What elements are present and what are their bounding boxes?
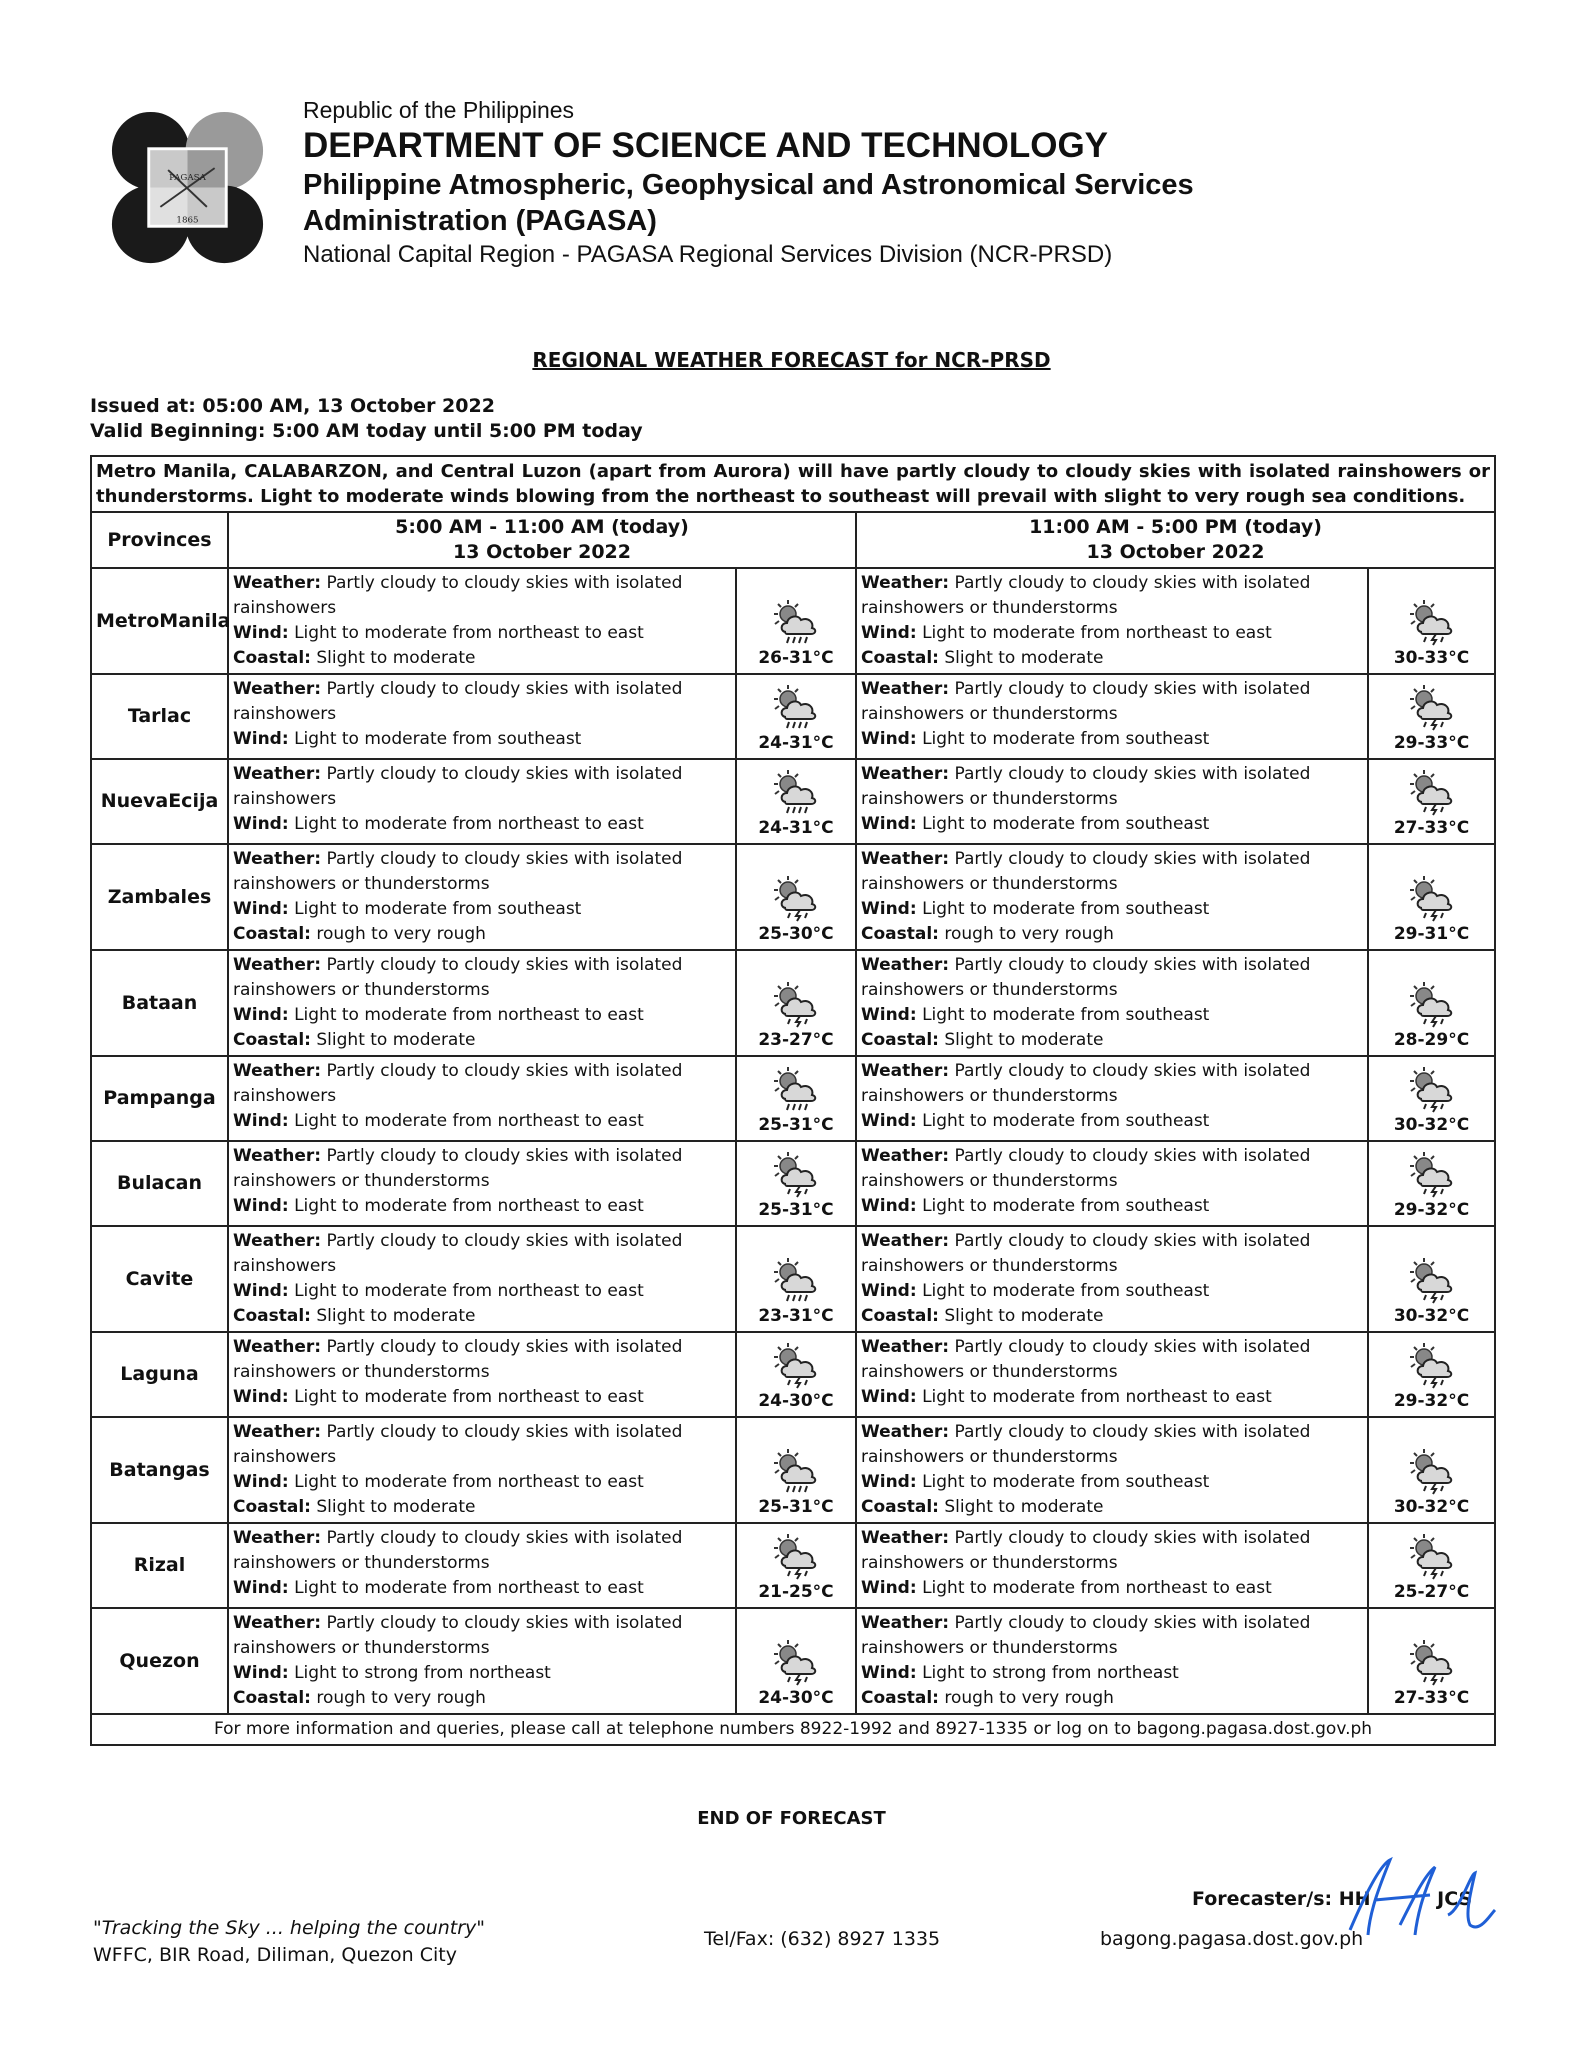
wind-text: Light to moderate from southeast	[294, 899, 582, 919]
weather-label: Weather:	[233, 573, 322, 593]
wind-text: Light to moderate from northeast to east	[294, 1281, 644, 1301]
temperature-range: 24-31°C	[758, 818, 834, 838]
weather-label: Weather:	[233, 1061, 322, 1081]
p2-forecast-cell	[856, 1523, 1368, 1608]
thunderstorm-cloud-sun-icon	[1406, 874, 1458, 922]
thunderstorm-cloud-sun-icon	[1406, 1638, 1458, 1686]
thunderstorm-cloud-sun-icon	[1406, 1341, 1458, 1389]
temperature-range: 25-31°C	[758, 1200, 834, 1220]
wind-label: Wind:	[861, 814, 917, 834]
valid-beginning: Valid Beginning: 5:00 AM today until 5:00 PM today	[90, 420, 643, 442]
province-name: Cavite	[91, 1226, 228, 1332]
weather-text: Partly cloudy to cloudy skies with isolated rainshowers or thunderstorms	[233, 1146, 683, 1191]
weather-text: Partly cloudy to cloudy skies with isolated rainshowers	[233, 764, 683, 809]
p2-icon-cell	[1368, 1608, 1495, 1714]
period1-header	[228, 512, 856, 568]
wind-text: Light to strong from northeast	[922, 1663, 1179, 1683]
table-row	[91, 1417, 1495, 1523]
p2-forecast-cell	[856, 1417, 1368, 1523]
wind-text: Light to moderate from southeast	[922, 1281, 1210, 1301]
p1-forecast-cell	[228, 1417, 736, 1523]
weather-label: Weather:	[861, 1061, 950, 1081]
temperature-range: 25-27°C	[1393, 1582, 1470, 1602]
wind-label: Wind:	[861, 729, 917, 749]
province-name: Bataan	[91, 950, 228, 1056]
temperature-range: 24-31°C	[758, 733, 834, 753]
p2-forecast-cell	[856, 1141, 1368, 1226]
province-name: Laguna	[91, 1332, 228, 1417]
weather-label: Weather:	[861, 573, 950, 593]
p2-forecast-cell	[856, 1332, 1368, 1417]
division-name: National Capital Region - PAGASA Regional Services Division (NCR-PRSD)	[303, 241, 1113, 268]
table-row	[91, 1608, 1495, 1714]
province-name: Batangas	[91, 1417, 228, 1523]
p2-icon-cell	[1368, 1141, 1495, 1226]
coastal-label: Coastal:	[233, 1030, 311, 1050]
wind-label: Wind:	[233, 1281, 289, 1301]
weather-label: Weather:	[861, 955, 950, 975]
wind-text: Light to strong from northeast	[294, 1663, 551, 1683]
coastal-text: rough to very rough	[944, 924, 1114, 944]
wind-label: Wind:	[861, 1387, 917, 1407]
logo-text: PAGASA	[169, 172, 206, 183]
p1-icon-cell	[736, 950, 856, 1056]
republic-line: Republic of the Philippines	[303, 97, 575, 123]
end-of-forecast: END OF FORECAST	[697, 1808, 886, 1829]
coastal-label: Coastal:	[233, 1688, 311, 1708]
p1-icon-cell	[736, 1141, 856, 1226]
province-name: MetroManila	[91, 568, 228, 674]
coastal-label: Coastal:	[861, 1030, 939, 1050]
thunderstorm-cloud-sun-icon	[1406, 1447, 1458, 1495]
contact-info: For more information and queries, please call at telephone numbers 8922-1992 and 8927-1335 or log on to bagong.pagasa.dost.gov.ph	[91, 1714, 1495, 1745]
weather-text: Partly cloudy to cloudy skies with isolated rainshowers or thunderstorms	[861, 1146, 1311, 1191]
weather-label: Weather:	[861, 1146, 950, 1166]
rain-cloud-sun-icon	[770, 1065, 822, 1113]
temperature-range: 30-32°C	[1393, 1115, 1470, 1135]
p1-forecast-cell	[228, 674, 736, 759]
coastal-label: Coastal:	[861, 924, 939, 944]
weather-text: Partly cloudy to cloudy skies with isolated rainshowers or thunderstorms	[861, 1231, 1311, 1276]
temperature-range: 26-31°C	[758, 648, 834, 668]
p1-icon-cell	[736, 1226, 856, 1332]
wind-label: Wind:	[233, 729, 289, 749]
coastal-label: Coastal:	[861, 1497, 939, 1517]
province-name: Pampanga	[91, 1056, 228, 1141]
wind-label: Wind:	[233, 1472, 289, 1492]
wind-text: Light to moderate from northeast to east	[294, 1005, 644, 1025]
weather-text: Partly cloudy to cloudy skies with isolated rainshowers or thunderstorms	[233, 955, 683, 1000]
telephone: Tel/Fax: (632) 8927 1335	[704, 1928, 941, 1950]
province-name: Quezon	[91, 1608, 228, 1714]
weather-text: Partly cloudy to cloudy skies with isolated rainshowers or thunderstorms	[861, 764, 1311, 809]
thunderstorm-cloud-sun-icon	[1406, 1150, 1458, 1198]
p2-icon-cell	[1368, 759, 1495, 844]
p1-forecast-cell	[228, 1332, 736, 1417]
p2-icon-cell	[1368, 1056, 1495, 1141]
rain-cloud-sun-icon	[770, 683, 822, 731]
table-row	[91, 950, 1495, 1056]
p1-forecast-cell	[228, 844, 736, 950]
p1-forecast-cell	[228, 1608, 736, 1714]
coastal-text: rough to very rough	[944, 1688, 1114, 1708]
temperature-range: 25-31°C	[758, 1115, 834, 1135]
wind-text: Light to moderate from northeast to east	[294, 1578, 644, 1598]
coastal-label: Coastal:	[861, 1688, 939, 1708]
wind-text: Light to moderate from southeast	[922, 1472, 1210, 1492]
wind-text: Light to moderate from southeast	[922, 1111, 1210, 1131]
weather-label: Weather:	[861, 679, 950, 699]
header-row	[91, 512, 1495, 568]
website: bagong.pagasa.dost.gov.ph	[1100, 1928, 1364, 1950]
province-name: Bulacan	[91, 1141, 228, 1226]
weather-text: Partly cloudy to cloudy skies with isolated rainshowers	[233, 573, 683, 618]
p2-icon-cell	[1368, 1523, 1495, 1608]
forecaster-initials-2: JCS	[1437, 1888, 1473, 1910]
wind-label: Wind:	[861, 1472, 917, 1492]
coastal-text: Slight to moderate	[944, 1306, 1104, 1326]
forecast-table	[90, 455, 1496, 1746]
weather-text: Partly cloudy to cloudy skies with isolated rainshowers or thunderstorms	[861, 1337, 1311, 1382]
temperature-range: 23-27°C	[758, 1030, 834, 1050]
wind-label: Wind:	[861, 1663, 917, 1683]
wind-label: Wind:	[233, 1387, 289, 1407]
weather-label: Weather:	[861, 1337, 950, 1357]
weather-text: Partly cloudy to cloudy skies with isolated rainshowers or thunderstorms	[233, 1528, 683, 1573]
p1-icon-cell	[736, 674, 856, 759]
table-row	[91, 674, 1495, 759]
temperature-range: 25-31°C	[758, 1497, 834, 1517]
p1-icon-cell	[736, 1056, 856, 1141]
temperature-range: 28-29°C	[1393, 1030, 1470, 1050]
weather-text: Partly cloudy to cloudy skies with isolated rainshowers	[233, 1061, 683, 1106]
period1-date: 13 October 2022	[453, 541, 631, 563]
coastal-text: Slight to moderate	[316, 648, 476, 668]
p2-forecast-cell	[856, 950, 1368, 1056]
coastal-text: Slight to moderate	[316, 1497, 476, 1517]
period2-header	[856, 512, 1495, 568]
p1-icon-cell	[736, 759, 856, 844]
wind-text: Light to moderate from northeast to east	[922, 623, 1272, 643]
weather-label: Weather:	[233, 679, 322, 699]
wind-label: Wind:	[861, 1005, 917, 1025]
temperature-range: 29-32°C	[1393, 1200, 1470, 1220]
weather-text: Partly cloudy to cloudy skies with isolated rainshowers or thunderstorms	[861, 1422, 1311, 1467]
temperature-range: 24-30°C	[758, 1391, 834, 1411]
wind-label: Wind:	[233, 899, 289, 919]
wind-text: Light to moderate from southeast	[922, 1196, 1210, 1216]
thunderstorm-cloud-sun-icon	[1406, 980, 1458, 1028]
temperature-range: 30-32°C	[1393, 1497, 1470, 1517]
p2-icon-cell	[1368, 568, 1495, 674]
p2-forecast-cell	[856, 1608, 1368, 1714]
p2-icon-cell	[1368, 1332, 1495, 1417]
table-row	[91, 1523, 1495, 1608]
wind-text: Light to moderate from northeast to east	[294, 1111, 644, 1131]
temperature-range: 29-32°C	[1393, 1391, 1470, 1411]
p2-forecast-cell	[856, 844, 1368, 950]
weather-label: Weather:	[861, 1528, 950, 1548]
thunderstorm-cloud-sun-icon	[770, 980, 822, 1028]
coastal-label: Coastal:	[861, 648, 939, 668]
wind-text: Light to moderate from northeast to east	[922, 1578, 1272, 1598]
temperature-range: 30-33°C	[1393, 648, 1470, 668]
p2-icon-cell	[1368, 1226, 1495, 1332]
coastal-label: Coastal:	[233, 1306, 311, 1326]
wind-text: Light to moderate from northeast to east	[294, 623, 644, 643]
wind-text: Light to moderate from northeast to east	[294, 1472, 644, 1492]
weather-text: Partly cloudy to cloudy skies with isolated rainshowers or thunderstorms	[861, 1528, 1311, 1573]
p1-icon-cell	[736, 1332, 856, 1417]
weather-label: Weather:	[233, 955, 322, 975]
p2-icon-cell	[1368, 674, 1495, 759]
wind-text: Light to moderate from southeast	[294, 729, 582, 749]
p2-forecast-cell	[856, 1226, 1368, 1332]
summary-row	[91, 456, 1495, 512]
logo-year: 1865	[176, 215, 199, 226]
table-row	[91, 759, 1495, 844]
p1-icon-cell	[736, 844, 856, 950]
table-row	[91, 1141, 1495, 1226]
temperature-range: 25-30°C	[758, 924, 834, 944]
weather-label: Weather:	[861, 1613, 950, 1633]
thunderstorm-cloud-sun-icon	[770, 1341, 822, 1389]
wind-text: Light to moderate from northeast to east	[922, 1387, 1272, 1407]
coastal-label: Coastal:	[233, 924, 311, 944]
coastal-text: Slight to moderate	[316, 1306, 476, 1326]
wind-label: Wind:	[861, 1196, 917, 1216]
wind-label: Wind:	[861, 899, 917, 919]
wind-label: Wind:	[233, 1578, 289, 1598]
thunderstorm-cloud-sun-icon	[1406, 1532, 1458, 1580]
table-footer-row	[91, 1714, 1495, 1745]
coastal-text: Slight to moderate	[944, 1030, 1104, 1050]
weather-label: Weather:	[861, 1422, 950, 1442]
wind-label: Wind:	[233, 1111, 289, 1131]
forecasters-label: Forecaster/s:	[1192, 1888, 1333, 1910]
p2-forecast-cell	[856, 568, 1368, 674]
temperature-range: 27-33°C	[1393, 1688, 1470, 1708]
p1-forecast-cell	[228, 950, 736, 1056]
weather-text: Partly cloudy to cloudy skies with isolated rainshowers or thunderstorms	[233, 849, 683, 894]
weather-label: Weather:	[233, 1146, 322, 1166]
p1-icon-cell	[736, 1608, 856, 1714]
rain-cloud-sun-icon	[770, 598, 822, 646]
p1-forecast-cell	[228, 1523, 736, 1608]
period2-date: 13 October 2022	[1086, 541, 1265, 563]
p1-icon-cell	[736, 1417, 856, 1523]
coastal-text: rough to very rough	[316, 924, 486, 944]
thunderstorm-cloud-sun-icon	[1406, 598, 1458, 646]
weather-label: Weather:	[861, 764, 950, 784]
footer-motto-block	[93, 1915, 485, 1969]
wind-text: Light to moderate from northeast to east	[294, 814, 644, 834]
table-row	[91, 844, 1495, 950]
p1-forecast-cell	[228, 568, 736, 674]
wind-label: Wind:	[233, 814, 289, 834]
wind-label: Wind:	[861, 1578, 917, 1598]
weather-label: Weather:	[233, 849, 322, 869]
province-name: NuevaEcija	[91, 759, 228, 844]
weather-label: Weather:	[233, 1528, 322, 1548]
wind-label: Wind:	[861, 1111, 917, 1131]
thunderstorm-cloud-sun-icon	[770, 1638, 822, 1686]
weather-text: Partly cloudy to cloudy skies with isolated rainshowers	[233, 1231, 683, 1276]
coastal-text: Slight to moderate	[944, 648, 1104, 668]
weather-label: Weather:	[233, 764, 322, 784]
p2-forecast-cell	[856, 674, 1368, 759]
p2-icon-cell	[1368, 1417, 1495, 1523]
period2-time: 11:00 AM - 5:00 PM (today)	[1029, 516, 1322, 538]
weather-text: Partly cloudy to cloudy skies with isolated rainshowers or thunderstorms	[233, 1337, 683, 1382]
coastal-label: Coastal:	[233, 648, 311, 668]
p2-icon-cell	[1368, 844, 1495, 950]
wind-label: Wind:	[861, 623, 917, 643]
weather-label: Weather:	[233, 1337, 322, 1357]
p2-forecast-cell	[856, 1056, 1368, 1141]
coastal-text: Slight to moderate	[316, 1030, 476, 1050]
thunderstorm-cloud-sun-icon	[1406, 1065, 1458, 1113]
wind-text: Light to moderate from southeast	[922, 1005, 1210, 1025]
weather-label: Weather:	[233, 1231, 322, 1251]
weather-text: Partly cloudy to cloudy skies with isolated rainshowers	[233, 1422, 683, 1467]
rain-cloud-sun-icon	[770, 1256, 822, 1304]
temperature-range: 21-25°C	[758, 1582, 834, 1602]
weather-label: Weather:	[861, 1231, 950, 1251]
wind-label: Wind:	[233, 1196, 289, 1216]
wind-text: Light to moderate from northeast to east	[294, 1196, 644, 1216]
p1-forecast-cell	[228, 1226, 736, 1332]
provinces-header: Provinces	[91, 512, 228, 568]
temperature-range: 29-33°C	[1393, 733, 1470, 753]
table-row	[91, 1332, 1495, 1417]
weather-text: Partly cloudy to cloudy skies with isolated rainshowers or thunderstorms	[861, 679, 1311, 724]
coastal-text: Slight to moderate	[944, 1497, 1104, 1517]
table-row	[91, 1056, 1495, 1141]
wind-label: Wind:	[233, 623, 289, 643]
wind-label: Wind:	[861, 1281, 917, 1301]
pagasa-logo	[110, 110, 265, 265]
p1-forecast-cell	[228, 1056, 736, 1141]
forecast-summary: Metro Manila, CALABARZON, and Central Luzon (apart from Aurora) will have partly cloudy to cloudy skies with isolated rainshowers or thunderstorms. Light to moderate winds blowing from the northeast to southeast will prevail with slight to very rough sea conditions.	[91, 456, 1495, 512]
weather-text: Partly cloudy to cloudy skies with isolated rainshowers or thunderstorms	[861, 573, 1311, 618]
table-row	[91, 1226, 1495, 1332]
p1-forecast-cell	[228, 759, 736, 844]
p2-icon-cell	[1368, 950, 1495, 1056]
thunderstorm-cloud-sun-icon	[1406, 683, 1458, 731]
wind-text: Light to moderate from southeast	[922, 899, 1210, 919]
weather-label: Weather:	[861, 849, 950, 869]
forecaster-initials: HH	[1338, 1888, 1371, 1910]
weather-text: Partly cloudy to cloudy skies with isolated rainshowers	[233, 679, 683, 724]
province-name: Rizal	[91, 1523, 228, 1608]
wind-label: Wind:	[233, 1663, 289, 1683]
page-title: REGIONAL WEATHER FORECAST for NCR-PRSD	[532, 348, 1051, 372]
motto: "Tracking the Sky ... helping the country"	[93, 1917, 486, 1939]
issued-at: Issued at: 05:00 AM, 13 October 2022	[90, 395, 495, 417]
p1-forecast-cell	[228, 1141, 736, 1226]
weather-label: Weather:	[233, 1422, 322, 1442]
p1-icon-cell	[736, 568, 856, 674]
temperature-range: 27-33°C	[1393, 818, 1470, 838]
issue-info	[90, 394, 643, 444]
coastal-text: rough to very rough	[316, 1688, 486, 1708]
weather-label: Weather:	[233, 1613, 322, 1633]
agency-name: Philippine Atmospheric, Geophysical and Astronomical Services Administration (PAGASA)	[303, 169, 1194, 237]
wind-label: Wind:	[233, 1005, 289, 1025]
wind-text: Light to moderate from northeast to east	[294, 1387, 644, 1407]
weather-text: Partly cloudy to cloudy skies with isolated rainshowers or thunderstorms	[861, 1613, 1311, 1658]
rain-cloud-sun-icon	[770, 768, 822, 816]
weather-text: Partly cloudy to cloudy skies with isolated rainshowers or thunderstorms	[861, 1061, 1311, 1106]
p1-icon-cell	[736, 1523, 856, 1608]
province-name: Zambales	[91, 844, 228, 950]
wind-text: Light to moderate from southeast	[922, 814, 1210, 834]
thunderstorm-cloud-sun-icon	[770, 1150, 822, 1198]
coastal-label: Coastal:	[861, 1306, 939, 1326]
temperature-range: 23-31°C	[758, 1306, 834, 1326]
address: WFFC, BIR Road, Diliman, Quezon City	[93, 1944, 457, 1966]
coastal-label: Coastal:	[233, 1497, 311, 1517]
weather-text: Partly cloudy to cloudy skies with isolated rainshowers or thunderstorms	[861, 849, 1311, 894]
thunderstorm-cloud-sun-icon	[1406, 768, 1458, 816]
letterhead	[110, 95, 1410, 285]
weather-text: Partly cloudy to cloudy skies with isolated rainshowers or thunderstorms	[233, 1613, 683, 1658]
thunderstorm-cloud-sun-icon	[770, 1532, 822, 1580]
table-row	[91, 568, 1495, 674]
rain-cloud-sun-icon	[770, 1447, 822, 1495]
p2-forecast-cell	[856, 759, 1368, 844]
thunderstorm-cloud-sun-icon	[770, 874, 822, 922]
temperature-range: 30-32°C	[1393, 1306, 1470, 1326]
weather-text: Partly cloudy to cloudy skies with isolated rainshowers or thunderstorms	[861, 955, 1311, 1000]
department-name: DEPARTMENT OF SCIENCE AND TECHNOLOGY	[303, 126, 1109, 165]
period1-time: 5:00 AM - 11:00 AM (today)	[395, 516, 689, 538]
temperature-range: 29-31°C	[1393, 924, 1470, 944]
thunderstorm-cloud-sun-icon	[1406, 1256, 1458, 1304]
temperature-range: 24-30°C	[758, 1688, 834, 1708]
province-name: Tarlac	[91, 674, 228, 759]
wind-text: Light to moderate from southeast	[922, 729, 1210, 749]
